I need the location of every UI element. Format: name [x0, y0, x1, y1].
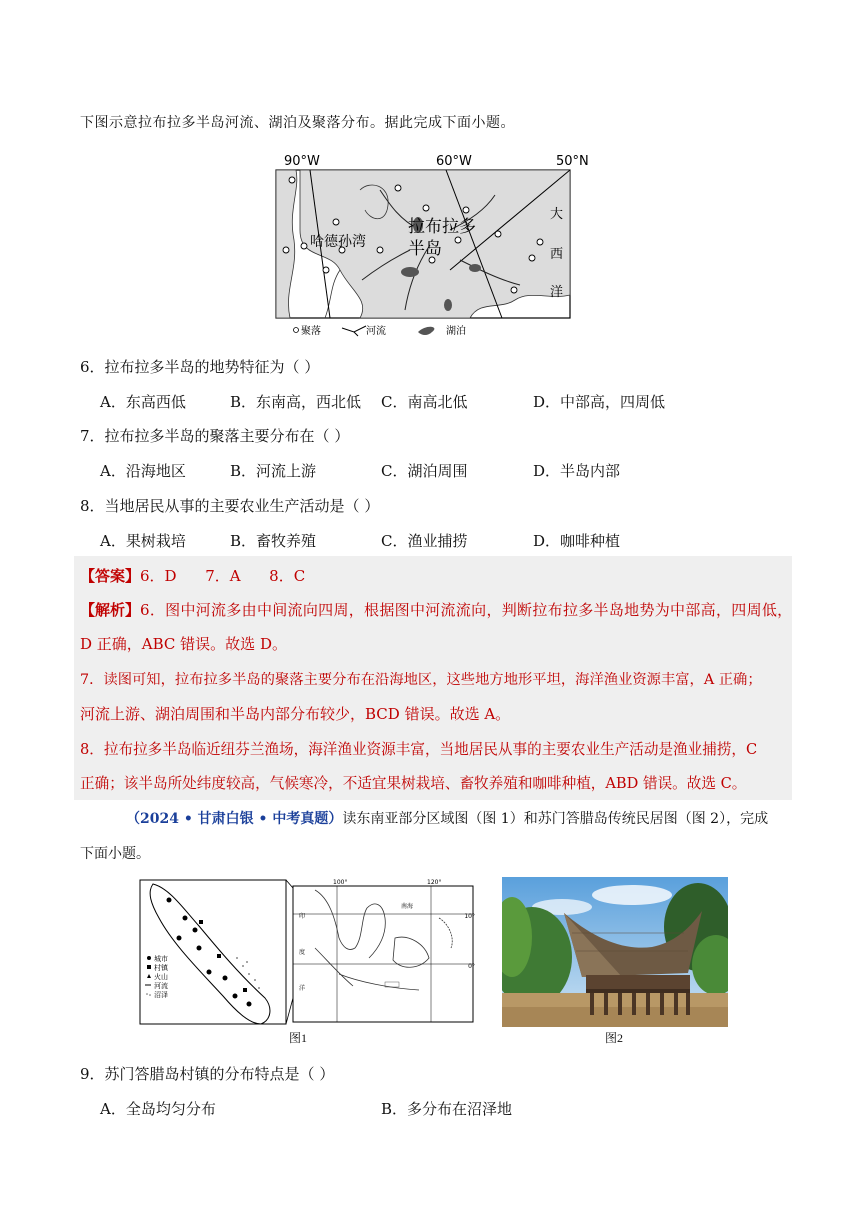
figure-2-photo [502, 877, 728, 1027]
question-6-stem: 6．拉布拉多半岛的地势特征为（ ） [80, 358, 320, 376]
fig1-lon-120: 120° [427, 879, 442, 886]
analysis-line-2: D 正确，ABC 错误。故选 D。 [80, 635, 287, 653]
q8-option-b[interactable]: B．畜牧养殖 [230, 532, 317, 550]
next-intro-line-2: 下面小题。 [80, 846, 150, 862]
question-9-stem: 9．苏门答腊岛村镇的分布特点是（ ） [80, 1065, 335, 1083]
figure-1-caption: 图1 [289, 1031, 308, 1045]
analysis-line-6: 正确；该半岛所处纬度较高，气候寒冷，不适宜果树栽培、畜牧养殖和咖啡种植，ABD 错误。故选 C。 [80, 775, 747, 792]
fig1-legend-river: 河流 [154, 982, 168, 990]
q6-option-c[interactable]: C．南高北低 [381, 393, 468, 411]
peninsula-label-2: 半岛 [408, 239, 442, 259]
answer-label: 【答案】 [80, 567, 141, 585]
q7-option-d[interactable]: D．半岛内部 [533, 462, 621, 480]
lon-label-90w: 90°W [284, 154, 320, 169]
figure-2-caption: 图2 [605, 1031, 624, 1045]
lon-label-60w: 60°W [436, 154, 472, 169]
q8-option-c[interactable]: C．渔业捕捞 [381, 532, 468, 550]
question-7-stem: 7．拉布拉多半岛的聚落主要分布在（ ） [80, 427, 350, 445]
answer-text: 6．D 7．A 8．C [140, 567, 306, 585]
fig1-lat-10: 10° [464, 913, 475, 920]
fig1-lon-100: 100° [333, 879, 348, 886]
fig1-legend-volcano: 火山 [154, 973, 168, 981]
next-intro-line-1 [126, 808, 768, 828]
legend-settlement: 聚落 [301, 326, 321, 337]
source-tag: （2024 • 甘肃白银 • 中考真题） [126, 811, 343, 827]
q7-option-c[interactable]: C．湖泊周围 [381, 462, 468, 480]
next-intro-text-1: 读东南亚部分区域图（图 1）和苏门答腊岛传统民居图（图 2），完成 [342, 811, 769, 827]
fig1-legend-swamp: 沼泽 [154, 991, 168, 999]
q6-option-d[interactable]: D．中部高，四周低 [533, 393, 666, 411]
legend-river: 河流 [366, 326, 386, 337]
analysis-label: 【解析】 [80, 601, 141, 619]
lat-label-50n: 50°N [556, 154, 589, 169]
fig1-label-south-sea: 南海 [401, 903, 414, 910]
fig1-label-india-2: 度 [299, 949, 306, 956]
legend-lake: 湖泊 [446, 326, 466, 337]
q8-option-a[interactable]: A．果树栽培 [100, 532, 186, 550]
analysis-line-4: 河流上游、湖泊周围和半岛内部分布较少，BCD 错误。故选 A。 [80, 705, 511, 723]
figure-1 [139, 878, 475, 1028]
fig1-label-india-1: 印 [299, 913, 306, 920]
q7-option-b[interactable]: B．河流上游 [230, 462, 317, 480]
analysis-line-1 [80, 599, 792, 620]
fig1-label-india-3: 洋 [299, 985, 306, 992]
q7-option-a[interactable]: A．沿海地区 [100, 462, 186, 480]
hudson-bay-label: 哈德孙湾 [310, 234, 366, 250]
ocean-label-3: 洋 [550, 285, 564, 300]
fig1-legend-city: 城市 [154, 955, 168, 963]
intro-text: 下图示意拉布拉多半岛河流、湖泊及聚落分布。据此完成下面小题。 [80, 115, 515, 131]
fig1-lat-0: 0° [468, 963, 475, 970]
peninsula-label-1: 拉布拉多 [408, 217, 476, 237]
q6-option-a[interactable]: A．东高西低 [100, 393, 186, 411]
fig1-legend-town: 村镇 [154, 964, 168, 972]
ocean-label-2: 西 [550, 247, 564, 262]
analysis-text-1: 6．图中河流多由中间流向四周，根据图中河流流向，判断拉布拉多半岛地势为中部高，四周低， [140, 601, 793, 619]
q9-option-a[interactable]: A．全岛均匀分布 [100, 1100, 216, 1118]
q6-option-b[interactable]: B．东南高，西北低 [230, 393, 362, 411]
ocean-label-1: 大 [550, 207, 564, 222]
analysis-line-5: 8．拉布拉多半岛临近纽芬兰渔场，海洋渔业资源丰富，当地居民从事的主要农业生产活动是渔业捕捞，C [80, 741, 758, 758]
q9-option-b[interactable]: B．多分布在沼泽地 [381, 1100, 513, 1118]
labrador-map [270, 150, 600, 340]
question-8-stem: 8．当地居民从事的主要农业生产活动是（ ） [80, 497, 380, 515]
q8-option-d[interactable]: D．咖啡种植 [533, 532, 621, 550]
answer-row [80, 565, 305, 586]
analysis-line-3: 7．读图可知，拉布拉多半岛的聚落主要分布在沿海地区，这些地方地形平坦，海洋渔业资源丰富，A 正确； [80, 672, 762, 688]
